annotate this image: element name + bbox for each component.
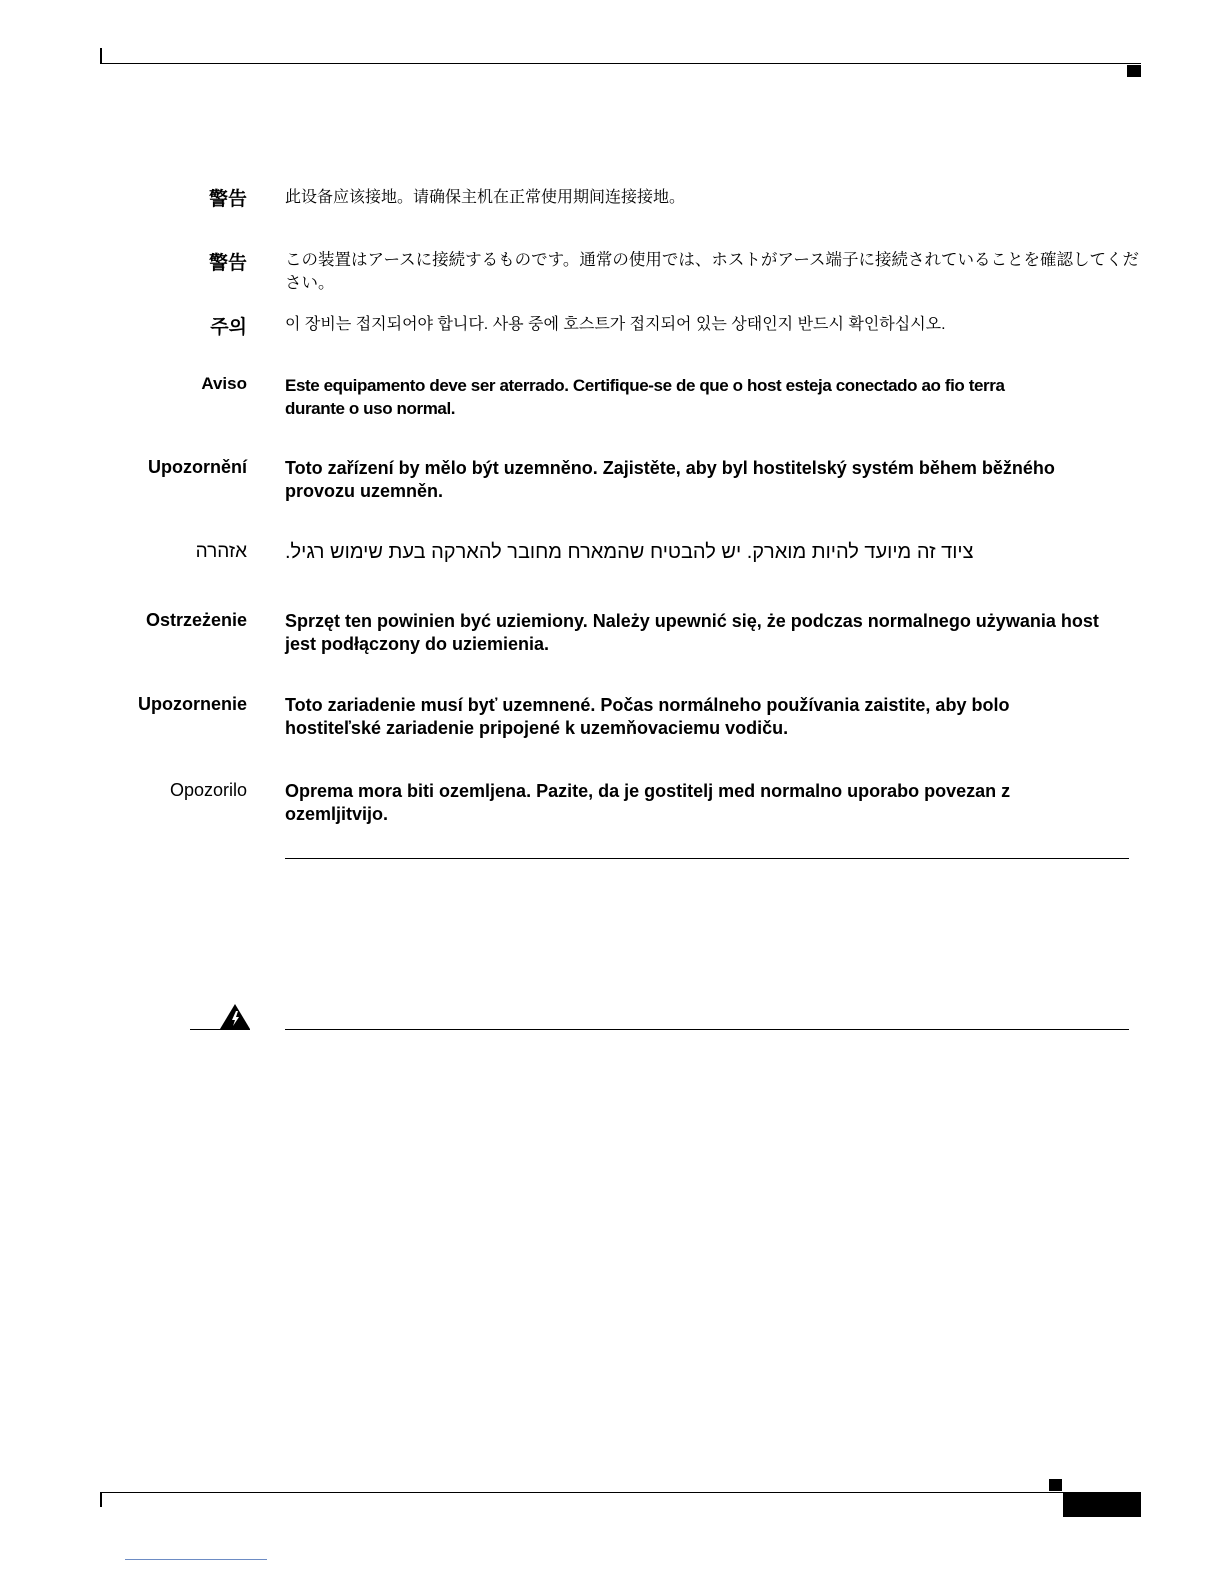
warning-label: Upozornenie <box>137 694 247 714</box>
warning-label: 警告 <box>208 253 247 274</box>
warning-end-rule <box>285 858 1129 859</box>
warning-text: ציוד זה מיועד להיות מוארק. יש להבטיח שהמארח מחובר להארקה בעת שימוש רגיל. <box>285 541 974 563</box>
warning-label: Upozornění <box>148 457 247 477</box>
warning-text: この装置はアースに接続するものです。通常の使用では、ホストがアース端子に接続されていることを確認してください。 <box>285 251 1140 292</box>
warning-text: Sprzęt ten powinien być uziemiony. Należy upewnić się, że podczas normalnego używania host jest podłączony do uziemienia. <box>285 611 1099 654</box>
footer-left-tick <box>100 1493 102 1507</box>
warning-label: Aviso <box>201 374 247 393</box>
warning-label: אזהרה <box>195 541 247 562</box>
footer-square-mark <box>1049 1479 1062 1491</box>
warning-text: Este equipamento deve ser aterrado. Certifique-se de que o host esteja conectado ao fio terra durante o uso normal. <box>285 376 1005 418</box>
warning-icon-underline <box>190 1029 250 1030</box>
warning-label: Ostrzeżenie <box>145 610 247 630</box>
warning-label: 警告 <box>208 189 247 210</box>
header-corner-mark <box>1127 65 1141 77</box>
warning-text: Toto zařízení by mělo být uzemněno. Zajistěte, aby byl hostitelský systém během běžného provozu uzemněn. <box>285 458 1055 501</box>
warning-text: 이 장비는 접지되어야 합니다. 사용 중에 호스트가 접지되어 있는 상태인지 반드시 확인하십시오. <box>285 316 946 333</box>
warning-label: 주의 <box>210 317 247 338</box>
warning-label: Opozorilo <box>169 780 247 800</box>
warning-triangle-icon <box>190 1002 250 1030</box>
footer-page-tab <box>1063 1493 1141 1517</box>
footer-link-underline <box>125 1559 267 1560</box>
warning-heading-rule <box>285 1029 1129 1030</box>
header-left-tick <box>100 48 102 64</box>
warning-text: 此设备应该接地。请确保主机在正常使用期间连接接地。 <box>285 189 686 206</box>
header-rule <box>100 63 1141 64</box>
warning-text: Oprema mora biti ozemljena. Pazite, da je gostitelj med normalno uporabo povezan z ozemljitvijo. <box>285 781 1011 824</box>
footer-rule <box>100 1492 1141 1493</box>
warning-text: Toto zariadenie musí byť uzemnené. Počas normálneho používania zaistite, aby bolo hostiteľské zariadenie pripojené k uzemňovaciemu vodiču. <box>285 695 1010 738</box>
